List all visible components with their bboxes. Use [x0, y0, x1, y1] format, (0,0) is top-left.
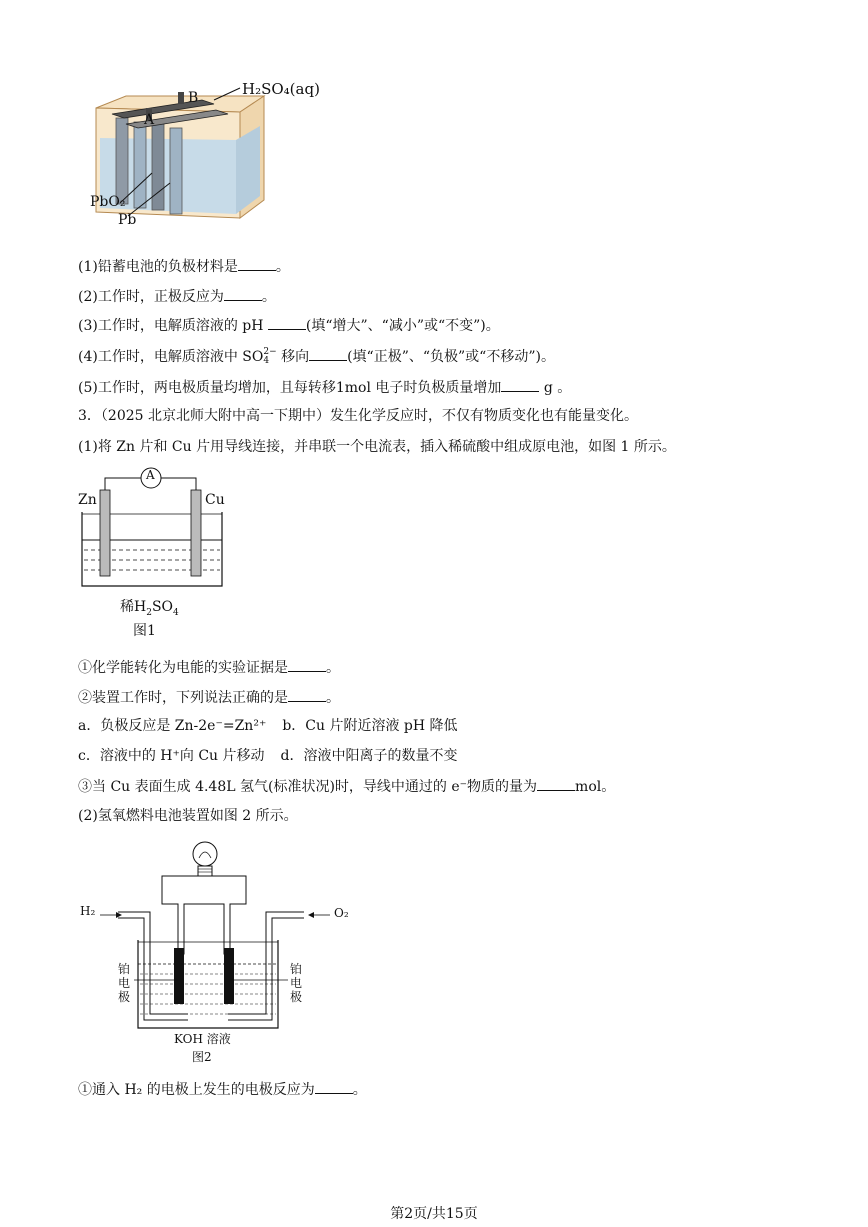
left-electrode-char: 铂	[118, 962, 131, 976]
sulfate-sub: 4	[263, 356, 270, 366]
ammeter-label: A	[146, 468, 155, 482]
figure-2-caption: 图2	[192, 1050, 212, 1064]
answer-blank[interactable]	[315, 1079, 353, 1094]
q3-item-3-end: mol。	[575, 779, 616, 795]
fuel-cell-figure	[78, 836, 348, 1068]
solution-label-part: SO	[151, 599, 174, 615]
q3-sub2: (2)氢氧燃料电池装置如图 2 所示。	[78, 808, 298, 824]
lead-acid-battery-figure	[82, 78, 342, 233]
q3-heading: 3．（2025 北京北师大附中高一下期中）发生化学反应时，不仅有物质变化也有能量变化。	[78, 408, 638, 424]
battery-pb-label: Pb	[118, 212, 137, 228]
battery-acid-label: H₂SO₄(aq)	[242, 80, 320, 98]
q2-item-1	[78, 256, 290, 277]
answer-blank[interactable]	[537, 776, 575, 791]
page-footer: 第2页/共15页	[390, 1206, 478, 1222]
battery-terminal-a-label: A	[144, 112, 155, 128]
q3-item-2-text: ②装置工作时，下列说法正确的是	[78, 690, 288, 706]
q2-item-1-end: 。	[275, 259, 290, 275]
answer-blank[interactable]	[501, 377, 539, 392]
platinum-electrode-left	[174, 948, 184, 1004]
right-electrode-char: 极	[290, 990, 303, 1004]
zn-label: Zn	[78, 492, 97, 508]
galvanic-cell-figure	[78, 462, 238, 642]
figure-1-caption: 图1	[133, 623, 156, 639]
q2-item-5-end: g 。	[539, 380, 572, 396]
q3-item-2-end: 。	[326, 690, 340, 706]
answer-blank[interactable]	[224, 286, 262, 301]
q3-options-ab	[78, 716, 458, 736]
q2-item-4	[78, 346, 555, 367]
q3-item-1	[78, 657, 340, 678]
q3-options-cd	[78, 746, 458, 766]
right-electrode-char: 铂	[290, 962, 303, 976]
answer-blank[interactable]	[238, 256, 276, 271]
q2-item-4-end: (填“正极”、“负极”或“不移动”)。	[347, 349, 555, 365]
solution-label-part: 稀H	[120, 599, 147, 615]
q3-item-1-end: 。	[326, 660, 340, 676]
solution-label	[120, 596, 179, 618]
q2-item-3-end: (填“增大”、“减小”或“不变”)。	[305, 318, 500, 334]
answer-blank[interactable]	[288, 687, 326, 702]
option-d: d．溶液中阳离子的数量不变	[280, 748, 458, 764]
option-a: a．负极反应是 Zn-2e⁻=Zn²⁺	[78, 718, 267, 734]
q3-item-4-text: ①通入 H₂ 的电极上发生的电极反应为	[78, 1082, 315, 1098]
solution-label-sub: 2	[146, 607, 152, 618]
right-electrode-char: 电	[290, 976, 303, 990]
q3-sub1: (1)将 Zn 片和 Cu 片用导线连接，并串联一个电流表，插入稀硫酸中组成原电池，如图 1 所示。	[78, 439, 676, 455]
q2-item-3-text: (3)工作时，电解质溶液的 pH	[78, 318, 268, 334]
o2-inlet-label: O₂	[334, 906, 349, 920]
q2-item-4-mid: 移向	[276, 349, 310, 365]
q2-item-2-end: 。	[261, 289, 276, 305]
cu-label: Cu	[205, 492, 225, 508]
left-electrode-char: 电	[118, 976, 131, 990]
sulfate-sup: 2−	[263, 347, 277, 357]
answer-blank[interactable]	[288, 657, 326, 672]
q2-item-2-text: (2)工作时，正极反应为	[78, 289, 224, 305]
battery-pbo2-label: PbO₂	[90, 194, 126, 210]
q2-item-4-text: (4)工作时，电解质溶液中 SO	[78, 349, 264, 365]
q2-item-5-text: (5)工作时，两电极质量均增加，且每转移1mol 电子时负极质量增加	[78, 380, 502, 396]
q2-item-1-text: (1)铅蓄电池的负极材料是	[78, 259, 238, 275]
q2-item-3	[78, 315, 500, 336]
sulfate-charge	[263, 348, 276, 366]
solution-label-sub: 4	[173, 607, 179, 618]
zn-electrode	[100, 490, 110, 576]
q3-item-3	[78, 776, 615, 797]
left-electrode-char: 极	[118, 990, 131, 1004]
left-electrode-label	[118, 962, 130, 1004]
answer-blank[interactable]	[268, 315, 306, 330]
q3-item-4-end: 。	[352, 1082, 367, 1098]
q3-item-2	[78, 687, 340, 708]
option-b: b．Cu 片附近溶液 pH 降低	[282, 718, 458, 734]
q2-item-5	[78, 377, 571, 398]
q3-item-3-text: ③当 Cu 表面生成 4.48L 氢气(标准状况)时，导线中通过的 e⁻物质的量为	[78, 779, 538, 795]
option-c: c．溶液中的 H⁺向 Cu 片移动	[78, 748, 265, 764]
right-electrode-label	[290, 962, 302, 1004]
q2-item-2	[78, 286, 276, 307]
q3-item-1-text: ①化学能转化为电能的实验证据是	[78, 660, 288, 676]
answer-blank[interactable]	[309, 346, 347, 361]
h2-inlet-label: H₂	[80, 904, 96, 918]
q3-item-4	[78, 1079, 367, 1100]
light-bulb-icon	[193, 842, 217, 876]
koh-solution-label: KOH 溶液	[174, 1032, 231, 1046]
battery-terminal-b-label: B	[188, 90, 199, 106]
platinum-electrode-right	[224, 948, 234, 1004]
cu-electrode	[191, 490, 201, 576]
